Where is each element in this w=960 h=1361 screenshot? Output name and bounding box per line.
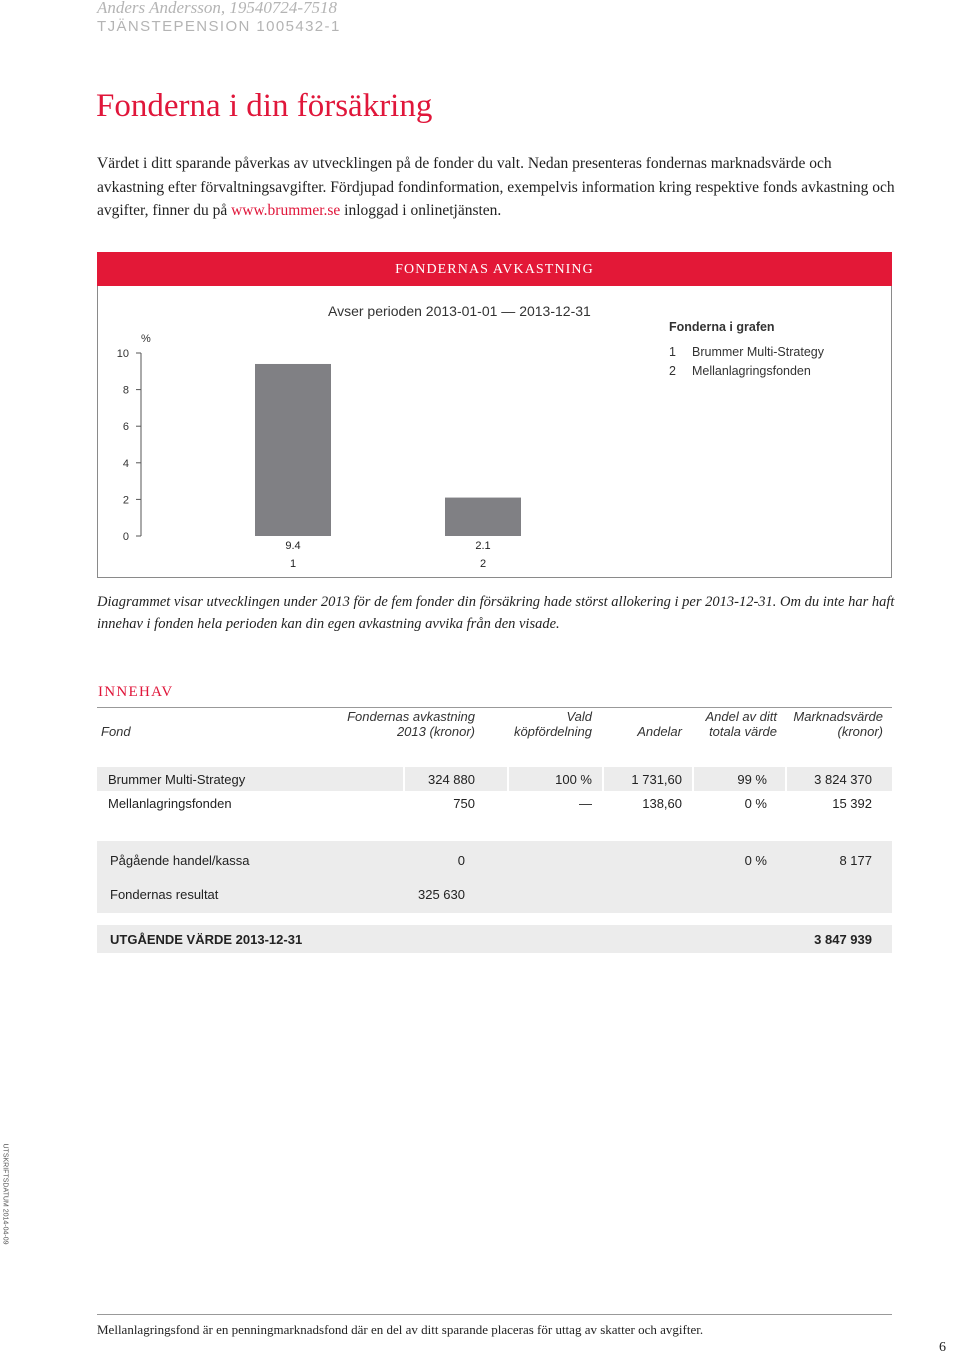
- y-tick-label: 0: [122, 531, 129, 543]
- column-separator: [692, 767, 694, 791]
- bar-labels: [285, 540, 490, 570]
- summary-label: Pågående handel/kassa: [110, 853, 250, 868]
- y-tick-label: 8: [122, 384, 129, 397]
- intro-paragraph: [97, 152, 897, 223]
- table-row: [97, 767, 892, 791]
- page-number: 6: [939, 1340, 946, 1355]
- cell-fund: Brummer Multi-Strategy: [108, 772, 246, 787]
- column-header-value-line2: (kronor): [837, 724, 883, 739]
- cell-units: 1 731,60: [631, 772, 682, 787]
- column-header-value-line1: Marknadsvärde: [793, 709, 883, 724]
- column-header-fund: Fond: [101, 724, 131, 739]
- column-header-allocation: [490, 709, 592, 739]
- cell-value: 15 392: [832, 796, 872, 811]
- y-axis: [117, 333, 151, 543]
- divider: [97, 707, 892, 708]
- footnote: Mellanlagringsfond är en penningmarknadsfond där en del av ditt sparande placeras för uttag av skatter och avgifter.: [97, 1322, 704, 1337]
- cell-fund: Mellanlagringsfonden: [108, 796, 232, 811]
- y-tick-label: 2: [122, 494, 129, 507]
- y-axis-unit: %: [141, 333, 151, 345]
- y-tick-label: 10: [116, 348, 129, 360]
- legend-item: [669, 364, 824, 383]
- column-header-allocation-line1: Vald: [566, 709, 592, 724]
- chart-caption: Diagrammet visar utvecklingen under 2013 för de fem fonder din försäkring hade störst allokering i per 2013-12-31. Om du inte har haft innehav i fonden hela perioden kan din egen avkastning avvika från den visade.: [97, 594, 895, 632]
- intro-text: Värdet i ditt sparande påverkas av utvecklingen på de fonder du valt. Nedan presenteras fondernas marknadsvärde och avkastning efter förvaltningsavgifter. Fördjupad fondinformation, exempelvis information kring respektive fonds avkastning och avgifter, finner du på: [97, 155, 895, 219]
- summary-label: Fondernas resultat: [110, 887, 219, 902]
- bars: [255, 364, 521, 536]
- column-separator: [602, 767, 604, 791]
- bar: [445, 498, 521, 536]
- bar-value-label: 9.4: [285, 540, 301, 552]
- cell-share: 99 %: [737, 772, 767, 787]
- print-date: UTSKRIFTSDATUM 2014-04-09: [1, 1143, 9, 1245]
- website-link[interactable]: www.brummer.se: [231, 202, 341, 219]
- table-row: [97, 791, 892, 815]
- category-label: 1: [289, 558, 297, 570]
- y-tick-label: 6: [122, 421, 129, 434]
- cell-value: 3 824 370: [814, 772, 872, 787]
- summary-return: 325 630: [418, 887, 465, 902]
- legend-item-number: 1: [669, 345, 676, 359]
- column-separator: [403, 767, 405, 791]
- closing-value: 3 847 939: [814, 932, 872, 947]
- category-label: 2: [479, 558, 487, 570]
- cell-allocation: 100 %: [555, 772, 592, 787]
- cell-return: 324 880: [428, 772, 475, 787]
- column-header-return-line1: Fondernas avkastning: [347, 709, 475, 724]
- closing-label: UTGÅENDE VÄRDE 2013-12-31: [110, 932, 303, 947]
- summary-value: 8 177: [839, 853, 872, 868]
- column-separator: [785, 767, 787, 791]
- chart-section-title: FONDERNAS AVKASTNING: [395, 262, 594, 277]
- chart-title: Avser perioden 2013-01-01 — 2013-12-31: [328, 303, 591, 319]
- chart-header-band: [97, 252, 892, 286]
- legend-item: [669, 345, 824, 364]
- legend-item-label: Brummer Multi-Strategy: [692, 345, 824, 359]
- bar-value-label: 2.1: [475, 540, 491, 552]
- cell-share: 0 %: [744, 796, 767, 811]
- footer-divider: [97, 1314, 892, 1315]
- column-header-share-line2: totala värde: [709, 724, 777, 739]
- intro-text-end: inloggad i onlinetjänsten.: [340, 202, 502, 219]
- column-separator: [507, 767, 509, 791]
- chart-legend: [669, 320, 824, 383]
- cell-return: 750: [453, 796, 475, 811]
- policy-number: TJÄNSTEPENSION 1005432-1: [97, 18, 341, 35]
- summary-return: 0: [457, 853, 465, 868]
- column-header-value: [780, 709, 883, 739]
- column-header-share: [690, 709, 777, 739]
- y-tick-label: 4: [122, 457, 129, 470]
- legend-item-label: Mellanlagringsfonden: [692, 364, 811, 378]
- summary-row-result: [97, 883, 892, 905]
- column-header-units: Andelar: [637, 724, 682, 739]
- summary-share: 0 %: [744, 853, 767, 868]
- legend-title: Fonderna i grafen: [669, 320, 775, 334]
- cell-allocation: —: [579, 796, 592, 811]
- closing-value-row: [97, 925, 892, 953]
- column-header-allocation-line2: köpfördelning: [513, 724, 592, 739]
- column-header-share-line1: Andel av ditt: [705, 709, 777, 724]
- policy-holder-name: Anders Andersson, 19540724-7518: [97, 0, 338, 17]
- summary-row-cash: [97, 849, 892, 871]
- cell-units: 138,60: [642, 796, 682, 811]
- bar: [255, 364, 331, 536]
- page-title: Fonderna i din försäkring: [96, 88, 433, 124]
- column-header-return: [320, 709, 475, 739]
- legend-item-number: 2: [669, 364, 676, 378]
- column-header-return-line2: 2013 (kronor): [396, 724, 475, 739]
- holdings-title: INNEHAV: [98, 684, 174, 700]
